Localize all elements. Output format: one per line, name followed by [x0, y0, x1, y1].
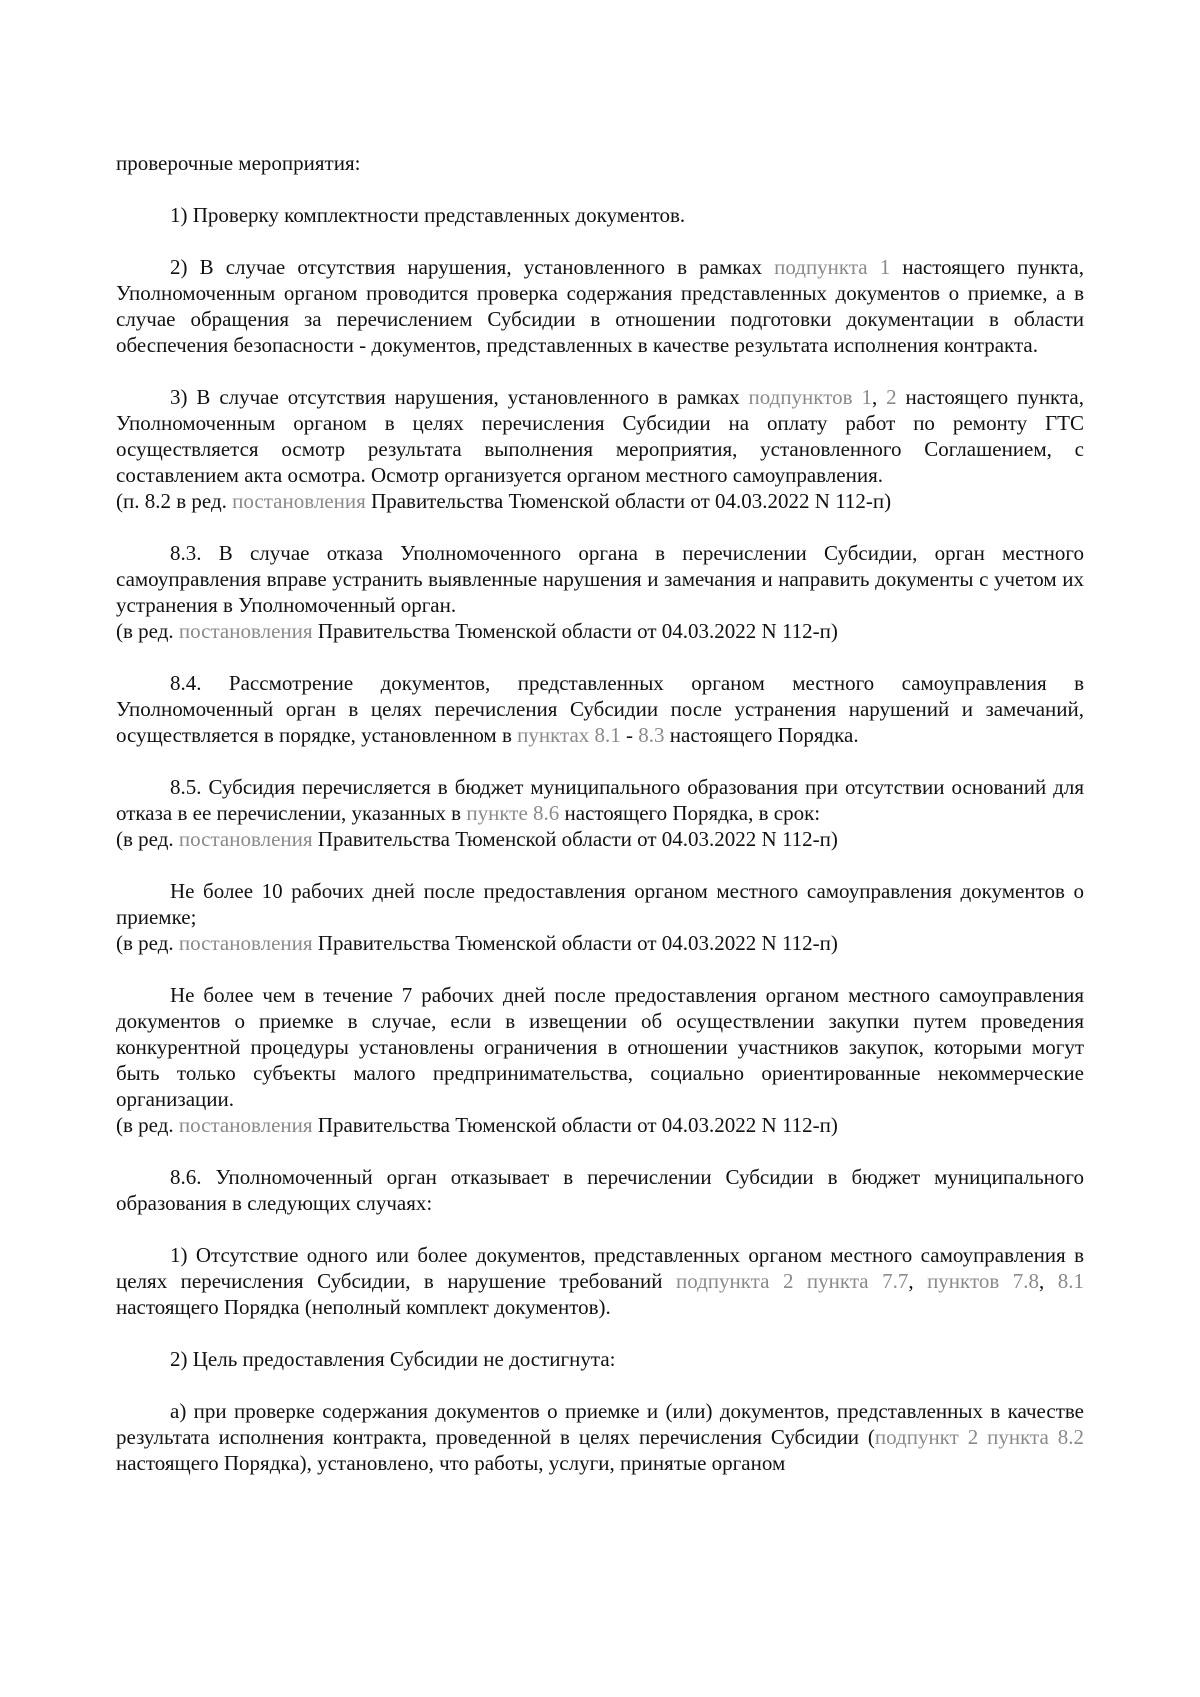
reference-link[interactable]: постановления — [178, 931, 313, 955]
reference-link[interactable]: пункте 8.6 — [466, 801, 560, 825]
paragraph-refusal-2 — [116, 1346, 1084, 1372]
text: 8.4. Рассмотрение документов, представленных органом местного самоуправления в Уполномоченный орган в целях перечисления Субсидии после устранения нарушений и замечаний, осуществляется в порядке, установленном в — [116, 671, 1084, 747]
reference-link[interactable]: подпункт 2 пункта 8.2 — [874, 1425, 1084, 1449]
paragraph-item-2 — [116, 254, 1084, 358]
paragraph-8-3 — [116, 540, 1084, 618]
text: (в ред. — [116, 619, 179, 643]
text: настоящего Порядка (неполный комплект документов). — [116, 1295, 611, 1319]
text: 3) В случае отсутствия нарушения, установленного в рамках — [170, 385, 749, 409]
text: (в ред. — [116, 931, 179, 955]
reference-link[interactable]: пунктах 8.1 — [517, 723, 621, 747]
reference-link[interactable]: пунктов 7.8 — [927, 1269, 1040, 1293]
text: Правительства Тюменской области от 04.03.2022 N 112-п) — [312, 1113, 838, 1137]
paragraph-term-10-days — [116, 878, 1084, 930]
reference-link[interactable]: 8.1 — [1057, 1269, 1084, 1293]
revision-note — [116, 826, 1084, 852]
text: (в ред. — [116, 1113, 179, 1137]
paragraph-term-7-days — [116, 982, 1084, 1112]
text: , — [908, 1269, 928, 1293]
text: настоящего Порядка, в срок: — [559, 801, 821, 825]
paragraph-item-1 — [116, 202, 1084, 228]
paragraph-lead — [116, 150, 1084, 176]
text: 8.3. В случае отказа Уполномоченного органа в перечислении Субсидии, орган местного самоуправления вправе устранить выявленные нарушения и замечания и направить документы с учетом их устранения в Уполномоченный орган. — [116, 541, 1084, 617]
text: (п. 8.2 в ред. — [116, 489, 233, 513]
document-page — [116, 150, 1084, 1476]
revision-note — [116, 488, 1084, 514]
text: настоящего Порядка. — [664, 723, 859, 747]
text: 2) Цель предоставления Субсидии не достигнута: — [170, 1347, 616, 1371]
reference-link[interactable]: постановления — [232, 489, 366, 513]
paragraph-refusal-1 — [116, 1242, 1084, 1320]
text: - — [620, 723, 639, 747]
text: 8.6. Уполномоченный орган отказывает в перечислении Субсидии в бюджет муниципального образования в следующих случаях: — [116, 1165, 1084, 1215]
text: 2) В случае отсутствия нарушения, установленного в рамках — [170, 255, 775, 279]
text: 1) Отсутствие одного или более документов, представленных органом местного самоуправления в целях перечисления Субсидии, в нарушение требований — [116, 1243, 1084, 1293]
paragraph-8-4 — [116, 670, 1084, 748]
text: Не более 10 рабочих дней после предоставления органом местного самоуправления документов о приемке; — [116, 879, 1084, 929]
revision-note — [116, 1112, 1084, 1138]
paragraph-8-5 — [116, 774, 1084, 826]
reference-link[interactable]: постановления — [178, 619, 313, 643]
reference-link[interactable]: подпункта 2 пункта 7.7 — [675, 1269, 909, 1293]
text: Правительства Тюменской области от 04.03.2022 N 112-п) — [312, 931, 838, 955]
reference-link[interactable]: постановления — [178, 1113, 313, 1137]
text: Правительства Тюменской области от 04.03.2022 N 112-п) — [365, 489, 892, 513]
text: настоящего пункта, Уполномоченным органом проводится проверка содержания представленных документов о приемке, а в случае обращения за перечислением Субсидии в отношении подготовки документации в области обеспечения безопасности - документов, представленных в качестве результата исполнения контракта. — [116, 255, 1085, 357]
revision-note — [116, 930, 1084, 956]
text: а) при проверке содержания документов о приемке и (или) документов, представленных в качестве результата исполнения контракта, проведенной в целях перечисления Субсидии ( — [116, 1399, 1084, 1449]
text: настоящего пункта, Уполномоченным органом в целях перечисления Субсидии на оплату работ по ремонту ГТС осуществляется осмотр результата выполнения мероприятия, установленного Соглашением, с составлением акта осмотра. Осмотр организуется органом местного самоуправления. — [116, 385, 1084, 487]
text: 1) Проверку комплектности представленных документов. — [170, 203, 686, 227]
text: Не более чем в течение 7 рабочих дней после предоставления органом местного самоуправления документов о приемке в случае, если в извещении об осуществлении закупки путем проведения конкурентной процедуры установлены ограничения в отношении участников закупок, которыми могут быть только субъекты малого предпринимательства, социально ориентированные некоммерческие организации. — [116, 983, 1084, 1111]
text: Правительства Тюменской области от 04.03.2022 N 112-п) — [312, 827, 838, 851]
text: настоящего Порядка), установлено, что работы, услуги, принятые органом — [116, 1451, 786, 1475]
reference-link[interactable]: постановления — [178, 827, 313, 851]
paragraph-8-6 — [116, 1164, 1084, 1216]
revision-note — [116, 618, 1084, 644]
text: , — [1039, 1269, 1058, 1293]
reference-link[interactable]: подпункта 1 — [774, 255, 891, 279]
text: проверочные мероприятия: — [116, 151, 361, 175]
text: , — [871, 385, 887, 409]
reference-link[interactable]: 8.3 — [638, 723, 665, 747]
paragraph-item-3 — [116, 384, 1084, 488]
text: (в ред. — [116, 827, 179, 851]
text: Правительства Тюменской области от 04.03.2022 N 112-п) — [312, 619, 838, 643]
reference-link[interactable]: подпунктов 1 — [748, 385, 872, 409]
paragraph-refusal-2a — [116, 1398, 1084, 1476]
reference-link[interactable]: 2 — [886, 385, 897, 409]
text: 8.5. Субсидия перечисляется в бюджет муниципального образования при отсутствии оснований для отказа в ее перечислении, указанных в — [116, 775, 1084, 825]
